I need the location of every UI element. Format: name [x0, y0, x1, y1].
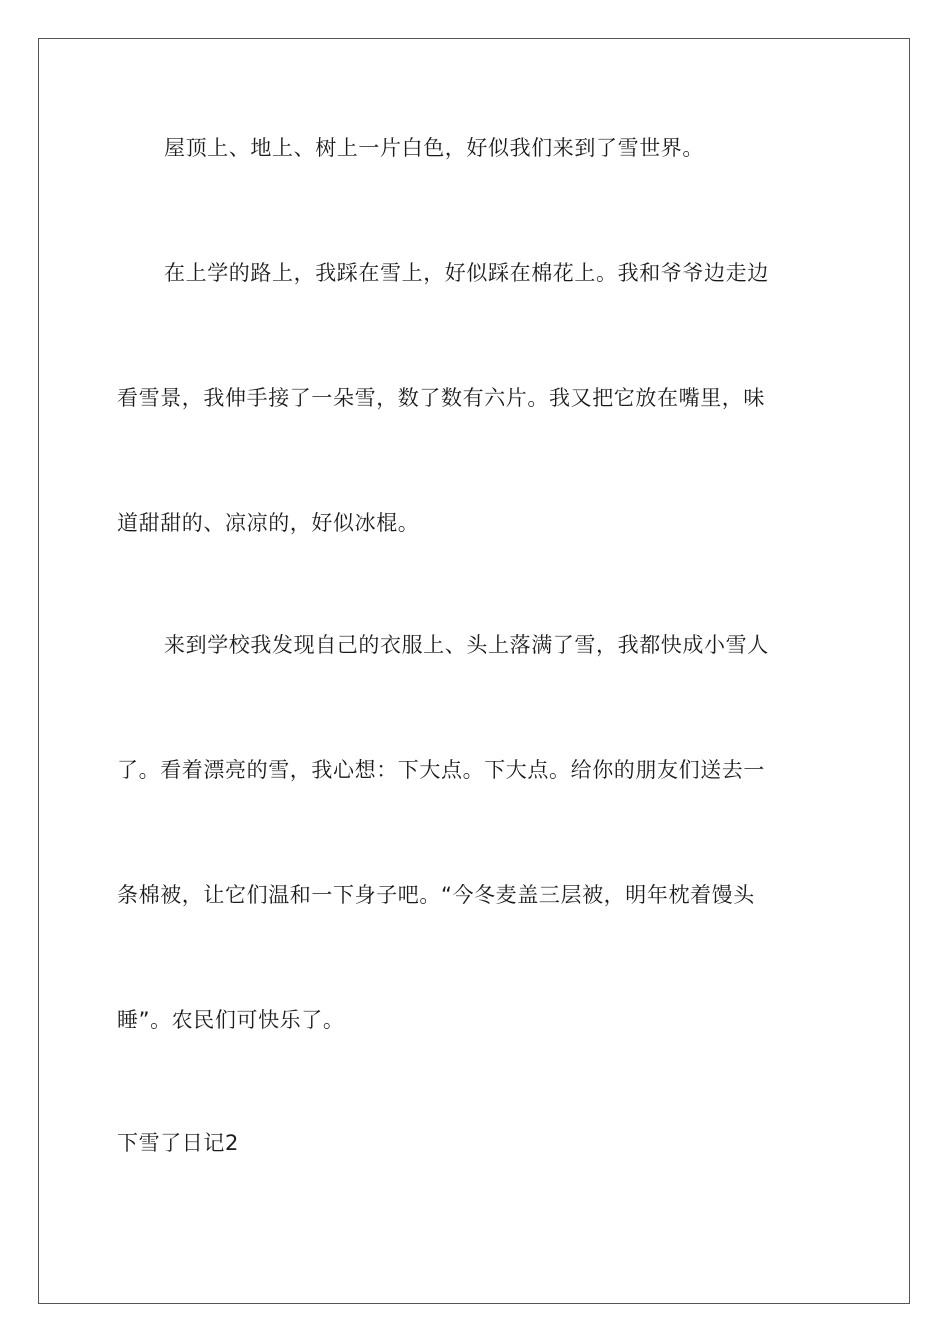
paragraph-line: 屋顶上、地上、树上一片白色，好似我们来到了雪世界。	[164, 136, 704, 160]
paragraph-line: 了。看着漂亮的雪，我心想：下大点。下大点。给你的朋友们送去一	[117, 758, 765, 782]
paragraph-line: 看雪景，我伸手接了一朵雪，数了数有六片。我又把它放在嘴里，味	[117, 386, 765, 410]
paragraph-line: 条棉被，让它们温和一下身子吧。“今冬麦盖三层被，明年枕着馒头	[117, 883, 755, 907]
section-title: 下雪了日记2	[117, 1131, 239, 1155]
page-frame	[38, 38, 910, 1304]
paragraph-line: 在上学的路上，我踩在雪上，好似踩在棉花上。我和爷爷边走边	[164, 261, 769, 285]
paragraph-line: 道甜甜的、凉凉的，好似冰棍。	[117, 511, 420, 535]
paragraph-line: 睡”。农民们可快乐了。	[117, 1008, 345, 1032]
paragraph-line: 来到学校我发现自己的衣服上、头上落满了雪，我都快成小雪人	[164, 633, 769, 657]
